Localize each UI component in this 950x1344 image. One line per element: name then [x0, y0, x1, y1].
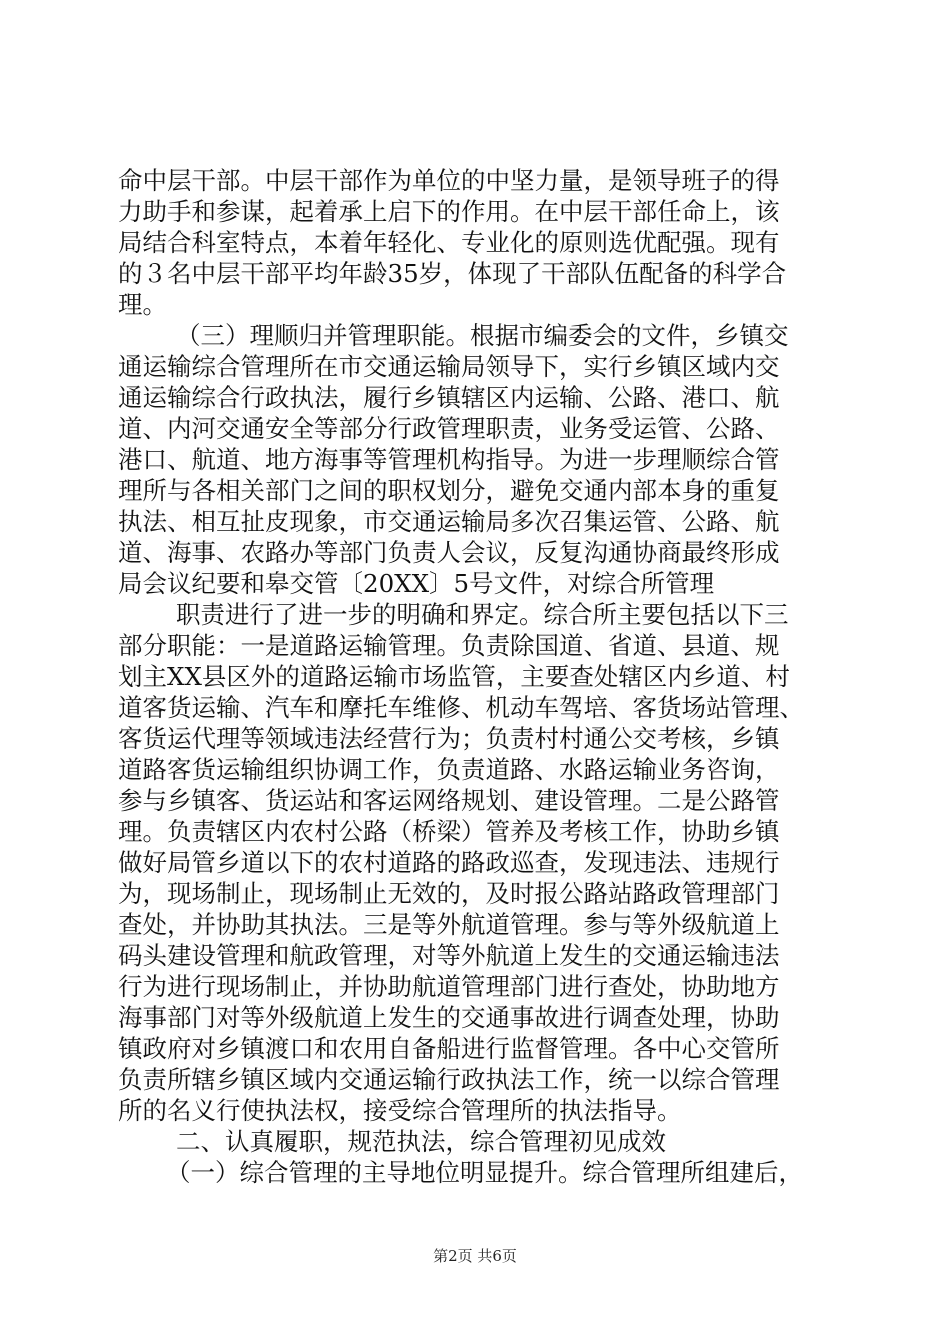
body-text-line: 道客货运输、汽车和摩托车维修、机动车驾培、客货场站管理、	[118, 693, 804, 722]
body-text-line: 通运输综合管理所在市交通运输局领导下，实行乡镇区域内交	[118, 352, 780, 381]
body-text-line: 客货运代理等领域违法经营行为；负责村村通公交考核，乡镇	[118, 724, 780, 753]
body-text-line: 理。负责辖区内农村公路（桥梁）管养及考核工作，协助乡镇	[118, 817, 780, 846]
body-text-line: 海事部门对等外级航道上发生的交通事故进行调查处理，协助	[118, 1003, 780, 1032]
body-text-line: 执法、相互扯皮现象，市交通运输局多次召集运管、公路、航	[118, 507, 780, 536]
body-text-line: 查处，并协助其执法。三是等外航道管理。参与等外级航道上	[118, 910, 780, 939]
body-text-line: 行为进行现场制止，并协助航道管理部门进行查处，协助地方	[118, 972, 780, 1001]
body-text-line: 道、内河交通安全等部分行政管理职责，业务受运管、公路、	[118, 414, 780, 443]
body-text-line: 港口、航道、地方海事等管理机构指导。为进一步理顺综合管	[118, 445, 780, 474]
page-footer: 第2页 共6页	[433, 1247, 517, 1265]
body-text-line: 通运输综合行政执法，履行乡镇辖区内运输、公路、港口、航	[118, 383, 780, 412]
body-text-line: 部分职能：一是道路运输管理。负责除国道、省道、县道、规	[118, 631, 780, 660]
body-text-line: 为，现场制止，现场制止无效的，及时报公路站路政管理部门	[118, 879, 780, 908]
body-text-line: 参与乡镇客、货运站和客运网络规划、建设管理。二是公路管	[118, 786, 780, 815]
body-text-line: 的３名中层干部平均年龄35岁，体现了干部队伍配备的科学合	[118, 259, 787, 288]
body-text-line: 码头建设管理和航政管理，对等外航道上发生的交通运输违法	[118, 941, 780, 970]
body-text-line: 镇政府对乡镇渡口和农用自备船进行监督管理。各中心交管所	[118, 1034, 780, 1063]
body-text-line: 理。	[118, 290, 167, 319]
body-text-line: 道路客货运输组织协调工作，负责道路、水路运输业务咨询，	[118, 755, 780, 784]
body-text-line: 道、海事、农路办等部门负责人会议，反复沟通协商最终形成	[118, 538, 780, 567]
body-text-line: 局会议纪要和皋交管〔20XX〕5号文件，对综合所管理	[118, 569, 715, 598]
body-text-line: （三）理顺归并管理职能。根据市编委会的文件，乡镇交	[176, 321, 789, 350]
body-text-line: （一）综合管理的主导地位明显提升。综合管理所组建后，	[166, 1158, 803, 1187]
body-text-line: 做好局管乡道以下的农村道路的路政巡查，发现违法、违规行	[118, 848, 780, 877]
body-text-line: 所的名义行使执法权，接受综合管理所的执法指导。	[118, 1096, 682, 1125]
body-text-line: 命中层干部。中层干部作为单位的中坚力量，是领导班子的得	[118, 166, 780, 195]
body-text-line: 局结合科室特点，本着年轻化、专业化的原则选优配强。现有	[118, 228, 780, 257]
body-text-line: 划主XX县区外的道路运输市场监管，主要查处辖区内乡道、村	[118, 662, 790, 691]
body-text-line: 负责所辖乡镇区域内交通运输行政执法工作，统一以综合管理	[118, 1065, 780, 1094]
body-text-line: 力助手和参谋，起着承上启下的作用。在中层干部任命上，该	[118, 197, 780, 226]
section-heading: 二、认真履职，规范执法，综合管理初见成效	[176, 1127, 666, 1156]
body-text-line: 职责进行了进一步的明确和界定。综合所主要包括以下三	[176, 600, 789, 629]
body-text-line: 理所与各相关部门之间的职权划分，避免交通内部本身的重复	[118, 476, 780, 505]
